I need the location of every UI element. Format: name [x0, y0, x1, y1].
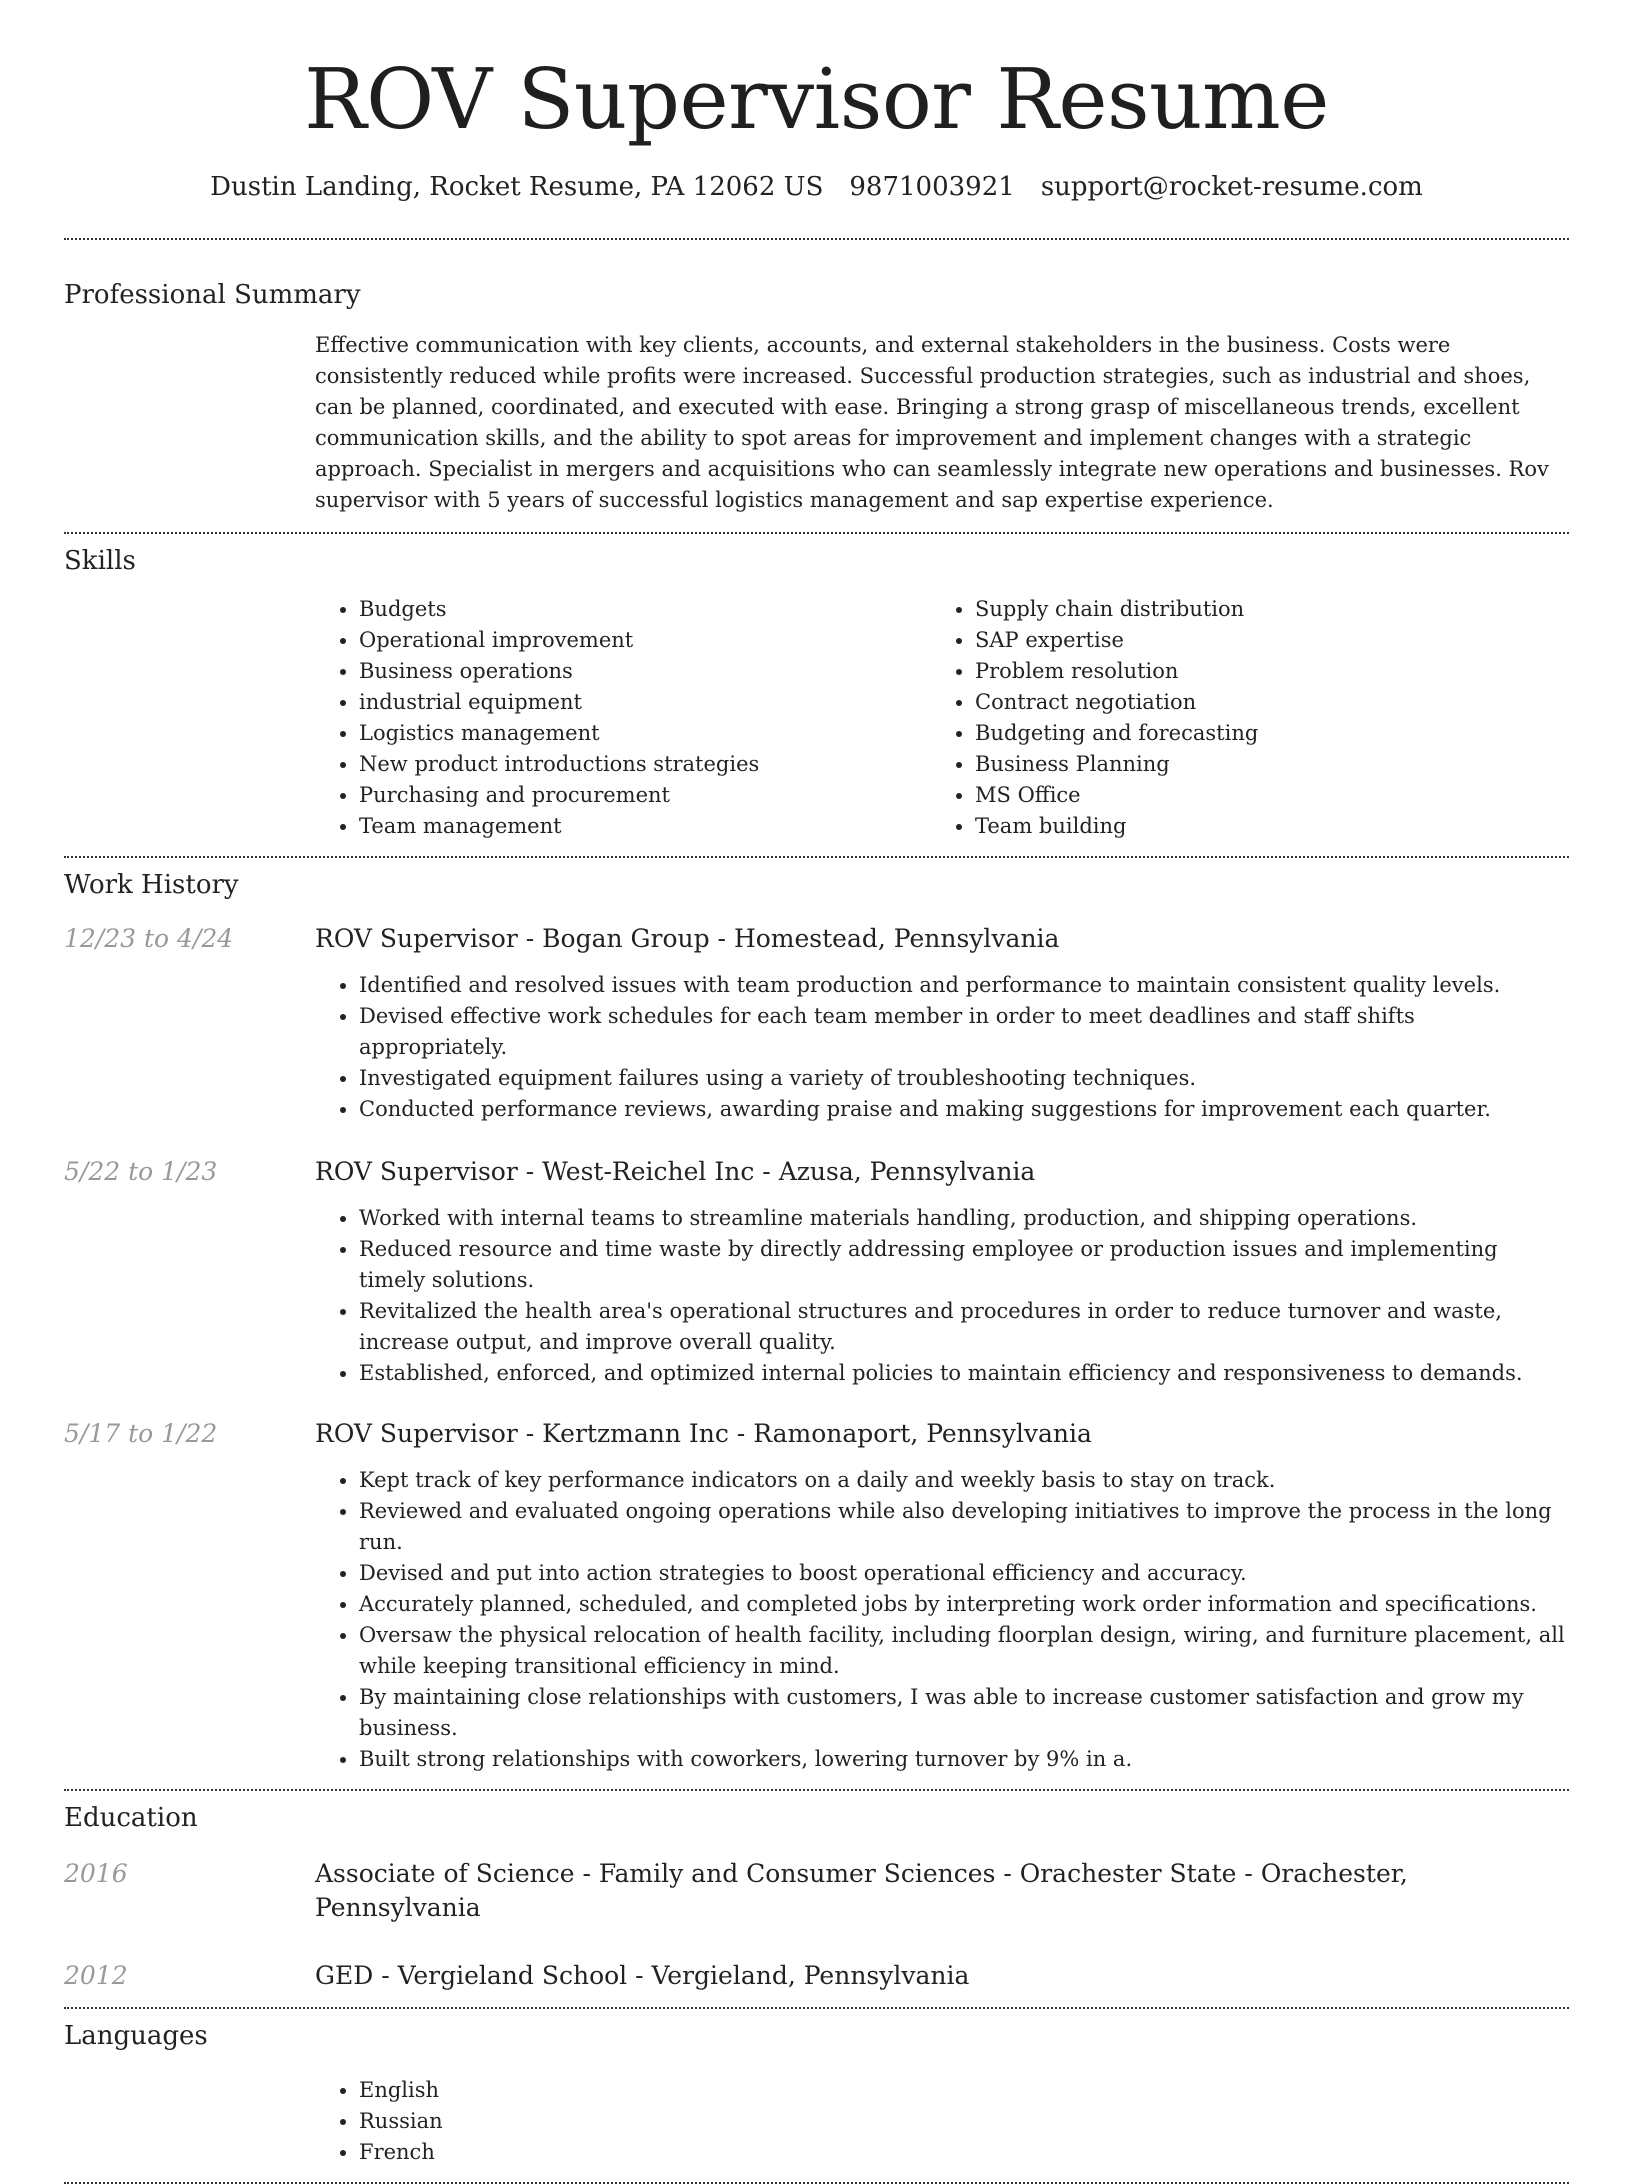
job-entry	[64, 1155, 1569, 1389]
education-heading: Education	[64, 1803, 198, 1833]
job-bullet: • Devised effective work schedules for each team member in order to meet deadlines and staff shifts appropriately.	[359, 1001, 1569, 1063]
job-header	[64, 1155, 1569, 1189]
job-bullet: • Revitalized the health area's operational structures and procedures in order to reduce turnover and waste, increase output, and improve overall quality.	[359, 1296, 1569, 1358]
skill-item: • Logistics management	[359, 718, 931, 749]
languages-section	[64, 2009, 1569, 2182]
skills-columns	[315, 594, 1569, 842]
skill-item: • Team building	[975, 811, 1547, 842]
skill-item: • SAP expertise	[975, 625, 1547, 656]
skill-item: • Operational improvement	[359, 625, 931, 656]
job-bullets	[315, 1203, 1569, 1389]
job-bullets	[315, 1465, 1569, 1775]
job-bullet: • Reviewed and evaluated ongoing operations while also developing initiatives to improve the process in the long run.	[359, 1496, 1569, 1558]
job-bullet: • Investigated equipment failures using a variety of troubleshooting techniques.	[359, 1063, 1569, 1094]
skill-item: • Budgets	[359, 594, 931, 625]
skills-section	[64, 534, 1569, 856]
skill-item: • MS Office	[975, 780, 1547, 811]
summary-text: Effective communication with key clients, accounts, and external stakeholders in the business. Costs were consistently reduced while profits were increased. Successful production strategies, such as industrial and shoes, can be planned, coordinated, and executed with ease. Bringing a strong grasp of miscellaneous trends, excellent communication skills, and the ability to spot areas for improvement and implement changes with a strategic approach. Specialist in mergers and acquisitions who can seamlessly integrate new operations and businesses. Rov supervisor with 5 years of successful logistics management and sap expertise experience.	[315, 333, 1549, 512]
contact-email: support@rocket-resume.com	[1040, 172, 1423, 202]
job-title: ROV Supervisor - Bogan Group - Homestead, Pennsylvania	[315, 924, 1060, 953]
resume-header	[64, 0, 1569, 204]
skill-item: • Business operations	[359, 656, 931, 687]
job-header	[64, 922, 1569, 956]
resume-page	[64, 0, 1569, 2184]
work-history-heading: Work History	[64, 870, 239, 900]
resume-title: ROV Supervisor Resume	[304, 51, 1329, 148]
skill-item: • Budgeting and forecasting	[975, 718, 1547, 749]
language-item: • English	[359, 2075, 1569, 2106]
skill-item: • Purchasing and procurement	[359, 780, 931, 811]
job-bullet: • Conducted performance reviews, awarding praise and making suggestions for improvement each quarter.	[359, 1094, 1569, 1125]
skill-item: • Team management	[359, 811, 931, 842]
job-dates: 5/17 to 1/22	[64, 1419, 218, 1448]
job-bullet: • Reduced resource and time waste by directly addressing employee or production issues and implementing timely solutions.	[359, 1234, 1569, 1296]
languages-heading: Languages	[64, 2021, 208, 2051]
work-history-section	[64, 858, 1569, 1789]
languages-list	[315, 2075, 1569, 2168]
skill-item: • industrial equipment	[359, 687, 931, 718]
education-entry	[64, 1959, 1569, 1993]
skill-item: • New product introductions strategies	[359, 749, 931, 780]
summary-section	[64, 240, 1569, 532]
job-entry	[64, 922, 1569, 1125]
skill-item: • Contract negotiation	[975, 687, 1547, 718]
skill-item: • Business Planning	[975, 749, 1547, 780]
skills-column-left	[315, 594, 931, 842]
education-entry	[64, 1857, 1569, 1925]
skills-column-right	[931, 594, 1547, 842]
job-entry	[64, 1417, 1569, 1775]
skill-item: • Supply chain distribution	[975, 594, 1547, 625]
job-bullet: • Identified and resolved issues with team production and performance to maintain consistent quality levels.	[359, 970, 1569, 1001]
job-dates: 5/22 to 1/23	[64, 1157, 218, 1186]
job-title: ROV Supervisor - Kertzmann Inc - Ramonaport, Pennsylvania	[315, 1419, 1092, 1448]
job-title: ROV Supervisor - West-Reichel Inc - Azusa, Pennsylvania	[315, 1157, 1036, 1186]
job-bullets	[315, 970, 1569, 1125]
skill-item: • Problem resolution	[975, 656, 1547, 687]
language-item: • Russian	[359, 2106, 1569, 2137]
education-year: 2012	[64, 1961, 128, 1990]
language-item: • French	[359, 2137, 1569, 2168]
job-bullet: • Kept track of key performance indicators on a daily and weekly basis to stay on track.	[359, 1465, 1569, 1496]
education-detail: Associate of Science - Family and Consumer Sciences - Orachester State - Orachester, Pennsylvania	[315, 1859, 1408, 1922]
job-bullet: • Oversaw the physical relocation of health facility, including floorplan design, wiring, and furniture placement, all while keeping transitional efficiency in mind.	[359, 1620, 1569, 1682]
job-dates: 12/23 to 4/24	[64, 924, 234, 953]
job-bullet: • Worked with internal teams to streamline materials handling, production, and shipping operations.	[359, 1203, 1569, 1234]
education-year: 2016	[64, 1859, 128, 1888]
job-bullet: • Devised and put into action strategies to boost operational efficiency and accuracy.	[359, 1558, 1569, 1589]
contact-line	[64, 170, 1569, 204]
job-bullet: • Established, enforced, and optimized internal policies to maintain efficiency and responsiveness to demands.	[359, 1358, 1569, 1389]
job-bullet: • Built strong relationships with coworkers, lowering turnover by 9% in a.	[359, 1744, 1569, 1775]
summary-heading: Professional Summary	[64, 280, 361, 310]
skills-heading: Skills	[64, 546, 136, 576]
education-section	[64, 1791, 1569, 2007]
job-bullet: • Accurately planned, scheduled, and completed jobs by interpreting work order information and specifications.	[359, 1589, 1569, 1620]
education-detail: GED - Vergieland School - Vergieland, Pennsylvania	[315, 1961, 970, 1990]
contact-address: Dustin Landing, Rocket Resume, PA 12062 US	[210, 172, 824, 202]
contact-phone: 9871003921	[849, 172, 1015, 202]
job-bullet: • By maintaining close relationships with customers, I was able to increase customer satisfaction and grow my business.	[359, 1682, 1569, 1744]
job-header	[64, 1417, 1569, 1451]
